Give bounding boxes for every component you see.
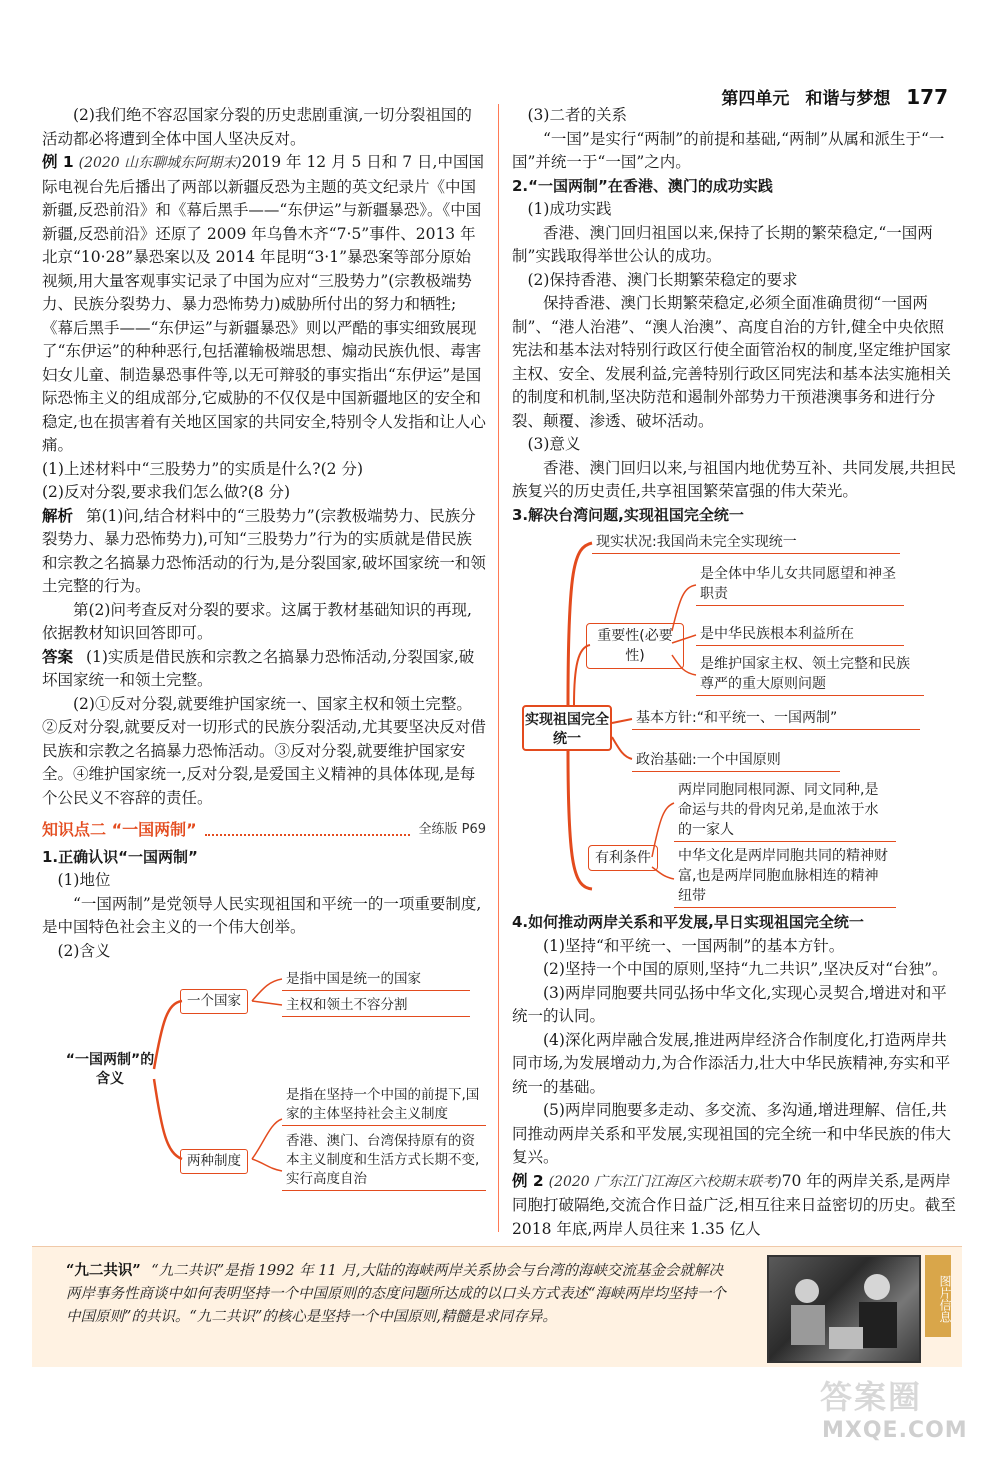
answer-1 [42, 646, 486, 693]
info-band-term: “九二共识” [66, 1262, 141, 1279]
info-tag: 图片信息 [925, 1255, 951, 1337]
leaf-sovereignty: 主权和领土不容分割 [282, 995, 470, 1017]
example-2-body: 70 年的两岸关系,是两岸同胞打破隔绝,交流合作日益广泛,相互往来日益密切的历史。截至 2018 年底,两岸人员往来 1.35 亿人 [512, 1171, 956, 1238]
section-2-sub-3: (3)意义 [527, 435, 581, 453]
info-band [32, 1246, 962, 1367]
importance-item-3: 是维护国家主权、领土完整和民族尊严的重大原则问题 [696, 653, 924, 696]
knowledge-point-title: 知识点二 “一国两制” [42, 820, 197, 839]
example-1 [42, 151, 486, 458]
analysis-2: 第(2)问考查反对分裂的要求。这属于教材基础知识的再现,依据教材知识回答即可。 [42, 600, 472, 642]
section-4-item-2: (2)坚持一个中国的原则,坚持“九二共识”,坚决反对“台独”。 [543, 960, 948, 978]
relation-paragraph: “一国”是实行“两制”的前提和基础,“两制”从属和派生于“一国”并统一于“一国”之内。 [512, 129, 945, 171]
reunification-root: 实现祖国完全统一 [522, 705, 612, 751]
section-1-title: 1.正确认识“一国两制” [42, 847, 198, 866]
section-2-sub-1: (1)成功实践 [527, 200, 612, 218]
leaf-capitalism: 香港、澳门、台湾保持原有的资本主义制度和生活方式长期不变,实行高度自治 [282, 1131, 486, 1191]
basis-node: 政治基础:一个中国原则 [632, 749, 840, 772]
dotted-leader [205, 824, 411, 836]
section-2-paragraph-2: 保持香港、澳门长期繁荣稳定,必须全面准确贯彻“一国两制”、“港人治港”、“澳人治澳”、高度自治的方针,健全中央依照宪法和基本法对特别行政区行使全面管治权的制度,坚定维护国家主权、安全、发展利益,完善特别行政区同宪法和基本法实施相关的制度和机制,坚决防范和遏制外部势力干预港澳事务和进行分裂、颠覆、渗透、破坏活动。 [512, 294, 951, 430]
section-1-paragraph: “一国两制”是党领导人民实现祖国和平统一的一项重要制度,是中国特色社会主义的一个伟大创举。 [42, 894, 482, 936]
section-4-item-4: (4)深化两岸融合发展,推进两岸经济合作制度化,打造两岸共同市场,为发展增动力,为合作添活力,壮大中华民族精神,夯实和平统一的基础。 [512, 1030, 951, 1096]
column-divider [498, 104, 499, 1232]
example-2-source: (2020 广东江门江海区六校期末联考) [548, 1173, 782, 1190]
section-3-title: 3.解决台湾问题,实现祖国完全统一 [512, 505, 744, 524]
left-column [42, 104, 486, 1203]
historical-photo [767, 1255, 921, 1363]
reality-node: 现实状况:我国尚未完全实现统一 [592, 531, 900, 554]
intro-paragraph: (2)我们绝不容忍国家分裂的历史悲剧重演,一切分裂祖国的活动都必将遭到全体中国人坚决反对。 [42, 106, 472, 148]
example-2-label: 例 2 [512, 1171, 544, 1190]
section-2-sub-2: (2)保持香港、澳门长期繁荣稳定的要求 [527, 270, 798, 289]
watermark-url: MXQE.COM [822, 1418, 968, 1443]
page-number: 177 [906, 85, 948, 109]
conditions-node: 有利条件 [588, 845, 658, 871]
reunification-mindmap [512, 527, 956, 911]
section-2-paragraph-1: 香港、澳门回归祖国以来,保持了长期的繁荣稳定,“一国两制”实践取得举世公认的成功。 [512, 223, 933, 265]
section-4-item-1: (1)坚持“和平统一、一国两制”的基本方针。 [543, 936, 845, 955]
watermark-logo: 答案圈 [820, 1378, 923, 1416]
right-column [512, 104, 956, 1241]
example-2 [512, 1170, 956, 1242]
leaf-unified-country: 是指中国是统一的国家 [282, 969, 470, 991]
example-1-source: (2020 山东聊城东阿期末) [78, 155, 242, 171]
section-4-item-5: (5)两岸同胞要多走动、多交流、多沟通,增进理解、信任,共同推动两岸关系和平发展,实现祖国的完全统一和中华民族的伟大复兴。 [512, 1101, 951, 1166]
section-2-paragraph-3: 香港、澳门回归以来,与祖国内地优势互补、共同发展,共担民族复兴的历史责任,共享祖国繁荣富强的伟大荣光。 [512, 458, 956, 500]
example-1-label: 例 1 [42, 153, 74, 171]
section-2-title: 2.“一国两制”在香港、澳门的成功实践 [512, 176, 773, 195]
analysis-1 [42, 505, 486, 599]
one-country-mindmap [42, 963, 486, 1203]
analysis-text-1: 第(1)问,结合材料中的“三股势力”(宗教极端势力、民族分裂势力、暴力恐怖势力),可知“三股势力”行为的实质就是借民族和宗教之名搞暴力恐怖活动的行为,是分裂国家,破坏国家统一和领土完整的行为。 [42, 506, 486, 595]
section-1-sub-1: (1)地位 [57, 871, 111, 889]
info-band-text [66, 1259, 736, 1329]
question-2: (2)反对分裂,要求我们怎么做?(8 分) [42, 483, 291, 501]
site-watermark [810, 1372, 986, 1452]
info-band-body: “九二共识”是指 1992 年 11 月,大陆的海峡两岸关系协会与台湾的海峡交流基金会就解决两岸事务性商谈中如何表明坚持一个中国原则的态度问题所达成的以口头方式表述“海峡两岸均坚持一个中国原则”的共识。“九二共识”的核心是坚持一个中国原则,精髓是求同存异。 [66, 1263, 726, 1325]
condition-item-2: 中华文化是两岸同胞共同的精神财富,也是两岸同胞血脉相连的精神纽带 [674, 845, 896, 908]
answer-text-1: (1)实质是借民族和宗教之名搞暴力恐怖活动,分裂国家,破坏国家统一和领土完整。 [42, 647, 475, 689]
branch-two-systems: 两种制度 [180, 1149, 248, 1174]
section-4-item-3: (3)两岸同胞要共同弘扬中华文化,实现心灵契合,增进对和平统一的认同。 [512, 983, 947, 1025]
branch-one-country: 一个国家 [180, 989, 248, 1014]
importance-item-2: 是中华民族根本利益所在 [696, 623, 904, 646]
importance-item-1: 是全体中华儿女共同愿望和神圣职责 [696, 563, 904, 606]
unit-label: 第四单元 [721, 89, 790, 109]
question-1: (1)上述材料中“三股势力”的实质是什么?(2 分) [42, 459, 363, 478]
answer-2: (2)①反对分裂,就要维护国家统一、国家主权和领土完整。②反对分裂,就要反对一切形式的民族分裂活动,尤其要坚决反对借民族和宗教之名搞暴力恐怖活动。③反对分裂,就要维护国家安全。④维护国家统一,反对分裂,是爱国主义精神的具体体现,是每个公民义不容辞的责任。 [42, 694, 486, 807]
unit-title: 和谐与梦想 [805, 89, 891, 109]
section-4-title: 4.如何推动两岸关系和平发展,早日实现祖国完全统一 [512, 913, 864, 931]
importance-node: 重要性(必要性) [586, 623, 684, 669]
mindmap-root: “一国两制”的含义 [65, 1052, 155, 1087]
answer-label: 答案 [42, 647, 74, 666]
policy-node: 基本方针:“和平统一、一国两制” [632, 707, 920, 730]
knowledge-point-heading [42, 818, 486, 842]
example-1-body: 2019 年 12 月 5 日和 7 日,中国国际电视台先后播出了两部以新疆反恐为主题的英文纪录片《中国新疆,反恐前沿》和《幕后黑手——“东伊运”与新疆暴恐》。《中国新疆,反恐前沿》还原了 2009 年乌鲁木齐“7·5”事件、2013 年北京“10·28”暴恐案以及 2014 年昆明“3·1”暴恐案等部分原始视频,用大量客观事实记录了中国为应对“三股势力”(宗教极端势力、民族分裂势力、暴力恐怖势力)威胁所付出的努力和牺牲;《幕后黑手——“东伊运”与新疆暴恐》则以严酷的事实细致展现了“东伊运”的种种恶行,包括灌输极端思想、煽动民族仇恨、毒害妇女儿童、制造暴恐事件等,以无可辩驳的事实指出“东伊运”是国际恐怖主义的组成部分,它威胁的不仅仅是中国新疆地区的安全和稳定,也在损害着有关地区国家的共同安全,特别令人发指和让人心痛。 [42, 153, 486, 454]
relation-sub: (3)二者的关系 [527, 106, 627, 124]
condition-item-1: 两岸同胞同根同源、同文同种,是命运与共的骨肉兄弟,是血浓于水的一家人 [674, 779, 896, 842]
knowledge-point-ref: 全练版 P69 [418, 822, 486, 837]
analysis-label: 解析 [42, 506, 74, 525]
leaf-socialism: 是指在坚持一个中国的前提下,国家的主体坚持社会主义制度 [282, 1085, 486, 1126]
photo-figures-icon [769, 1257, 919, 1361]
section-1-sub-2: (2)含义 [57, 941, 111, 960]
